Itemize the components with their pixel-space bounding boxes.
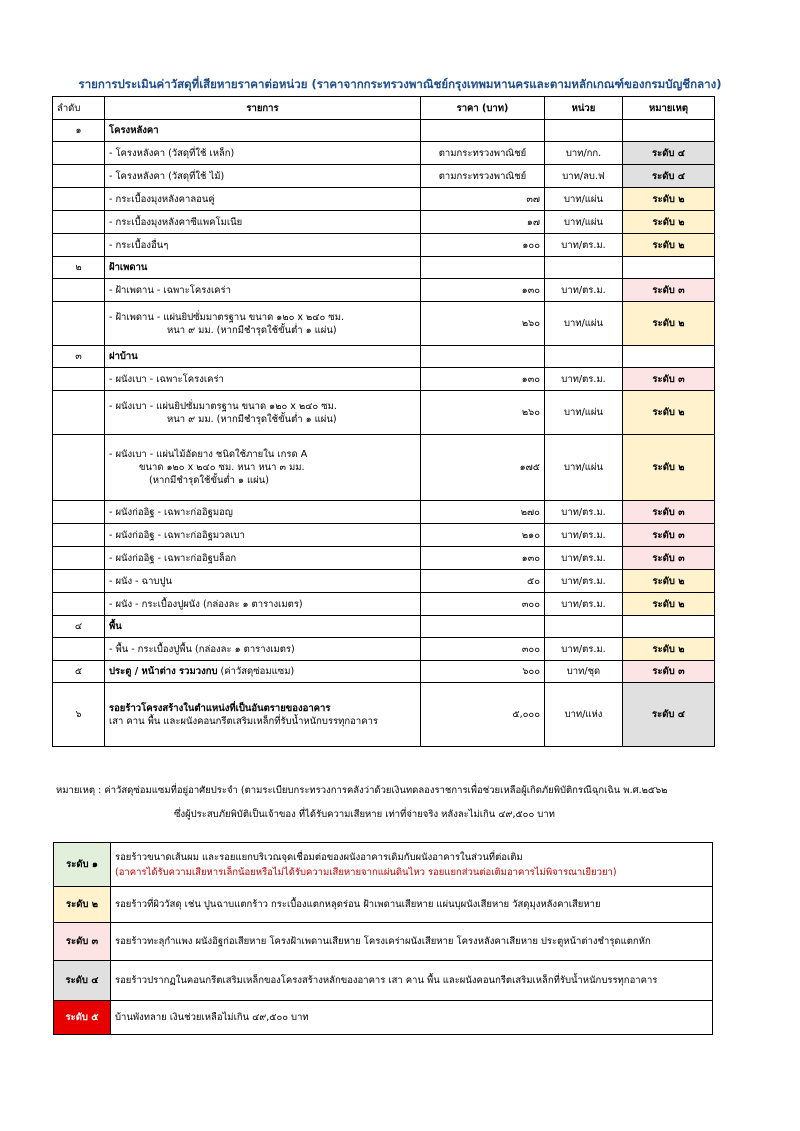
item-line: - ผนังก่ออิฐ - เฉพาะก่ออิฐมอญ	[109, 506, 233, 518]
row-unit: บาท/แห่ง	[545, 683, 623, 747]
price-table	[52, 96, 715, 747]
table-row	[53, 211, 715, 234]
row-item	[105, 391, 421, 435]
row-unit: บาท/ตร.ม.	[545, 638, 623, 661]
status-badge: ระดับ ๓	[623, 368, 715, 391]
row-price: ๑๗	[421, 211, 545, 234]
item-line: - ผนังเบา - แผ่นยิปซั่มมาตรฐาน ขนาด ๑๒๐ x ๒๔๐ ซม.	[109, 400, 337, 412]
status-badge: ระดับ ๒	[623, 593, 715, 616]
empty-cell	[623, 120, 715, 142]
legend-table	[53, 842, 713, 1035]
status-badge: ระดับ ๒	[623, 188, 715, 211]
row-price: ๑๓๐	[421, 368, 545, 391]
legend-level: ระดับ ๔	[54, 961, 111, 1001]
section-no: ๔	[53, 616, 105, 638]
row-no	[53, 142, 105, 165]
legend-text: บ้านพังทลาย เงินช่วยเหลือไม่เกิน ๔๙,๕๐๐ บาท	[115, 1012, 309, 1023]
empty-cell	[421, 120, 545, 142]
status-badge: ระดับ ๒	[623, 638, 715, 661]
status-badge: ระดับ ๔	[623, 142, 715, 165]
table-row	[53, 547, 715, 570]
legend-note: (อาคารได้รับความเสียหารเล็กน้อยหรือไม่ได้รับความเสียหายจากแผ่นดินไหว รอยแยกส่วนต่อเติมอาคารไม่พิจารณาเยียวยา)	[115, 866, 617, 878]
legend-text-cell	[111, 961, 713, 1001]
empty-cell	[421, 257, 545, 279]
row-no	[53, 524, 105, 547]
section-row	[53, 120, 715, 142]
row-title: รอยร้าวโครงสร้างในตำแหน่งที่เป็นอันตรายของอาคาร	[109, 702, 331, 714]
row-price: ๒๖๐	[421, 302, 545, 346]
legend-level: ระดับ ๒	[54, 887, 111, 923]
section-title: พื้น	[105, 616, 421, 638]
status-badge: ระดับ ๒	[623, 391, 715, 435]
legend-text-cell	[111, 923, 713, 961]
row-no	[53, 435, 105, 501]
row-unit: บาท/แผ่น	[545, 391, 623, 435]
row-no	[53, 234, 105, 257]
row-no	[53, 547, 105, 570]
legend-level: ระดับ ๑	[54, 843, 111, 887]
status-badge: ระดับ ๒	[623, 435, 715, 501]
empty-cell	[545, 616, 623, 638]
row-no	[53, 368, 105, 391]
table-row	[53, 302, 715, 346]
section-row	[53, 257, 715, 279]
row-price: ๕๐	[421, 570, 545, 593]
table-row	[53, 188, 715, 211]
row-price: ๓๐๐	[421, 638, 545, 661]
table-row	[53, 368, 715, 391]
row-no	[53, 638, 105, 661]
legend-text: รอยร้าวทะลุกำแพง ผนังอิฐก่อเสียหาย โครงฝ้าเพดานเสียหาย โครงเคร่าผนังเสียหาย โครงหลังคาเสียหาย ประตูหน้าต่างชำรุดแตกหัก	[115, 936, 651, 947]
section-title: ฝ้าเพดาน	[105, 257, 421, 279]
row-item	[105, 501, 421, 524]
table-header-row	[53, 97, 715, 120]
empty-cell	[623, 346, 715, 368]
status-badge: ระดับ ๓	[623, 661, 715, 683]
row-price: ๒๖๐	[421, 391, 545, 435]
item-line: - ผนัง - กระเบื้องปูผนัง (กล่องละ ๑ ตารางเมตร)	[109, 598, 303, 610]
legend-text: รอยร้าวขนาดเส้นผม และรอยแยกบริเวณจุดเชื่อมต่อของผนังอาคารเดิมกับผนังอาคารในส่วนที่ต่อเติม	[115, 851, 523, 863]
item-line: - โครงหลังคา (วัสดุที่ใช้ เหล็ก)	[109, 147, 235, 159]
item-line: - ฝ้าเพดาน - เฉพาะโครงเคร่า	[109, 284, 231, 296]
row-price: ๑๓๐	[421, 279, 545, 302]
row-item	[105, 302, 421, 346]
empty-cell	[421, 616, 545, 638]
empty-cell	[545, 346, 623, 368]
row-unit: บาท/ชุด	[545, 661, 623, 683]
section-no: ๓	[53, 346, 105, 368]
row-unit: บาท/ลบ.ฟ	[545, 165, 623, 188]
row-item	[105, 211, 421, 234]
page-title: รายการประเมินค่าวัสดุที่เสียหายราคาต่อหน่วย (ราคาจากกระทรวงพาณิชย์กรุงเทพมหานครและตามหลักเกณฑ์ของกรมบัญชีกลาง)	[78, 77, 722, 91]
status-badge: ระดับ ๔	[623, 165, 715, 188]
item-line: - กระเบื้องมุงหลังคาซีแพคโมเนีย	[109, 216, 243, 228]
table-row	[53, 234, 715, 257]
row-detail: (ค่าวัสดุซ่อมแซม)	[217, 666, 295, 677]
row-unit: บาท/ตร.ม.	[545, 279, 623, 302]
row-price: ๕,๐๐๐	[421, 683, 545, 747]
table-row	[53, 279, 715, 302]
row-unit: บาท/ตร.ม.	[545, 547, 623, 570]
status-badge: ระดับ ๓	[623, 547, 715, 570]
legend-text-cell	[111, 843, 713, 887]
col-item-header: รายการ	[105, 97, 421, 120]
col-no-header: ลำดับ	[53, 97, 105, 120]
item-line: - ผนังเบา - แผ่นไม้อัดยาง ชนิดใช้ภายใน เกรด A	[109, 449, 308, 460]
col-price-header: ราคา (บาท)	[421, 97, 545, 120]
row-price: ๓๐๐	[421, 593, 545, 616]
legend-row	[54, 961, 713, 1001]
table-row	[53, 501, 715, 524]
table-row	[53, 661, 715, 683]
item-line: - ผนังก่ออิฐ - เฉพาะก่ออิฐมวลเบา	[109, 529, 245, 541]
col-remark-header: หมายเหตุ	[623, 97, 715, 120]
row-no	[53, 165, 105, 188]
row-item	[105, 661, 421, 683]
section-title: โครงหลังคา	[105, 120, 421, 142]
footnote-line: หมายเหตุ : ค่าวัสดุซ่อมแซมที่อยู่อาศัยประจำ (ตามระเบียบกระทรวงการคลังว่าด้วยเงินทดลองราชการเพื่อช่วยเหลือผู้เกิดภัยพิบัติกรณีฉุกเฉิน พ.ศ.๒๕๖๒	[56, 785, 668, 796]
row-item	[105, 570, 421, 593]
row-item	[105, 638, 421, 661]
row-price: ๑๗๕	[421, 435, 545, 501]
item-line: - ผนังก่ออิฐ - เฉพาะก่ออิฐบล็อก	[109, 552, 237, 564]
row-item	[105, 279, 421, 302]
row-unit: บาท/แผ่น	[545, 211, 623, 234]
status-badge: ระดับ ๓	[623, 279, 715, 302]
section-no: ๒	[53, 257, 105, 279]
status-badge: ระดับ ๒	[623, 302, 715, 346]
item-line: - ผนังเบา - เฉพาะโครงเคร่า	[109, 373, 224, 385]
row-unit: บาท/ตร.ม.	[545, 501, 623, 524]
status-badge: ระดับ ๒	[623, 570, 715, 593]
legend-text: รอยร้าวปรากฏในคอนกรีตเสริมเหล็กของโครงสร้างหลักของอาคาร เสา คาน พื้น และผนังคอนกรีตเสริมเหล็กที่รับน้ำหนักบรรทุกอาคาร	[115, 975, 658, 986]
table-row	[53, 142, 715, 165]
item-line: - ฝ้าเพดาน - แผ่นยิปซั่มมาตรฐาน ขนาด ๑๒๐ x ๒๔๐ ซม.	[109, 311, 345, 323]
row-item	[105, 547, 421, 570]
item-line: - กระเบื้องมุงหลังคาลอนคู่	[109, 193, 215, 205]
row-no	[53, 570, 105, 593]
row-price: ๖๐๐	[421, 661, 545, 683]
item-line: ขนาด ๑๒๐ x ๒๔๐ ซม. หนา หนา ๓ มม.	[139, 462, 305, 473]
table-row	[53, 524, 715, 547]
section-row	[53, 616, 715, 638]
row-item	[105, 683, 421, 747]
row-item	[105, 142, 421, 165]
empty-cell	[623, 257, 715, 279]
footnote-line: ซึ่งผู้ประสบภัยพิบัติเป็นเจ้าของ ที่ได้รับความเสียหาย เท่าที่จ่ายจริง หลังละไม่เกิน ๔๙,๕๐๐ บาท	[174, 809, 555, 820]
table-row	[53, 435, 715, 501]
row-no	[53, 593, 105, 616]
status-badge: ระดับ ๓	[623, 501, 715, 524]
legend-level: ระดับ ๓	[54, 923, 111, 961]
item-line: หนา ๙ มม. (หากมีชำรุดใช้ขั้นต่ำ ๑ แผ่น)	[167, 324, 337, 336]
empty-cell	[545, 257, 623, 279]
table-row	[53, 683, 715, 747]
row-unit: บาท/แผ่น	[545, 435, 623, 501]
empty-cell	[623, 616, 715, 638]
legend-row	[54, 843, 713, 887]
table-row	[53, 593, 715, 616]
table-row	[53, 391, 715, 435]
row-item	[105, 368, 421, 391]
row-no	[53, 211, 105, 234]
row-no	[53, 302, 105, 346]
item-line: - กระเบื้องอื่นๆ	[109, 239, 169, 251]
row-no	[53, 501, 105, 524]
item-line: (หากมีชำรุดใช้ขั้นต่ำ ๑ แผ่น)	[149, 475, 269, 486]
row-unit: บาท/ตร.ม.	[545, 570, 623, 593]
row-price: ตามกระทรวงพาณิชย์	[421, 142, 545, 165]
row-unit: บาท/กก.	[545, 142, 623, 165]
row-item	[105, 165, 421, 188]
table-row	[53, 165, 715, 188]
row-unit: บาท/ตร.ม.	[545, 368, 623, 391]
empty-cell	[421, 346, 545, 368]
row-title: ประตู / หน้าต่าง รวมวงกบ	[109, 666, 218, 677]
item-line: - ผนัง - ฉาบปูน	[109, 575, 172, 587]
row-no: ๕	[53, 661, 105, 683]
legend-level: ระดับ ๕	[54, 1001, 111, 1035]
row-price: ๑๐๐	[421, 234, 545, 257]
row-price: ๑๓๐	[421, 547, 545, 570]
legend-text: รอยร้าวที่ผิววัสดุ เช่น ปูนฉาบแตกร้าว กระเบื้องแตกหลุดร่อน ฝ้าเพดานเสียหาย แผ่นบุผนังเสียหาย วัสดุมุงหลังคาเสียหาย	[115, 899, 601, 910]
status-badge: ระดับ ๔	[623, 683, 715, 747]
section-no: ๑	[53, 120, 105, 142]
item-line: หนา ๙ มม. (หากมีชำรุดใช้ขั้นต่ำ ๑ แผ่น)	[167, 413, 337, 425]
status-badge: ระดับ ๒	[623, 234, 715, 257]
section-title: ฝาบ้าน	[105, 346, 421, 368]
table-row	[53, 638, 715, 661]
row-item	[105, 188, 421, 211]
legend-row	[54, 923, 713, 961]
legend-row	[54, 887, 713, 923]
row-price: ตามกระทรวงพาณิชย์	[421, 165, 545, 188]
status-badge: ระดับ ๒	[623, 211, 715, 234]
legend-text-cell	[111, 887, 713, 923]
row-no	[53, 188, 105, 211]
row-item	[105, 593, 421, 616]
empty-cell	[545, 120, 623, 142]
row-unit: บาท/แผ่น	[545, 302, 623, 346]
row-detail: เสา คาน พื้น และผนังคอนกรีตเสริมเหล็กที่รับน้ำหนักบรรทุกอาคาร	[109, 715, 379, 727]
item-line: - โครงหลังคา (วัสดุที่ใช้ ไม้)	[109, 170, 225, 182]
item-line: - พื้น - กระเบื้องปูพื้น (กล่องละ ๑ ตารางเมตร)	[109, 643, 295, 655]
row-no	[53, 391, 105, 435]
col-unit-header: หน่วย	[545, 97, 623, 120]
row-price: ๒๑๐	[421, 524, 545, 547]
row-unit: บาท/แผ่น	[545, 188, 623, 211]
row-unit: บาท/ตร.ม.	[545, 593, 623, 616]
footnote	[56, 779, 756, 827]
row-no: ๖	[53, 683, 105, 747]
row-item	[105, 524, 421, 547]
row-price: ๒๗๐	[421, 501, 545, 524]
row-item	[105, 234, 421, 257]
legend-text-cell	[111, 1001, 713, 1035]
section-row	[53, 346, 715, 368]
row-no	[53, 279, 105, 302]
legend-row	[54, 1001, 713, 1035]
status-badge: ระดับ ๓	[623, 524, 715, 547]
row-price: ๓๗	[421, 188, 545, 211]
row-unit: บาท/ตร.ม.	[545, 234, 623, 257]
table-row	[53, 570, 715, 593]
row-item	[105, 435, 421, 501]
row-unit: บาท/ตร.ม.	[545, 524, 623, 547]
